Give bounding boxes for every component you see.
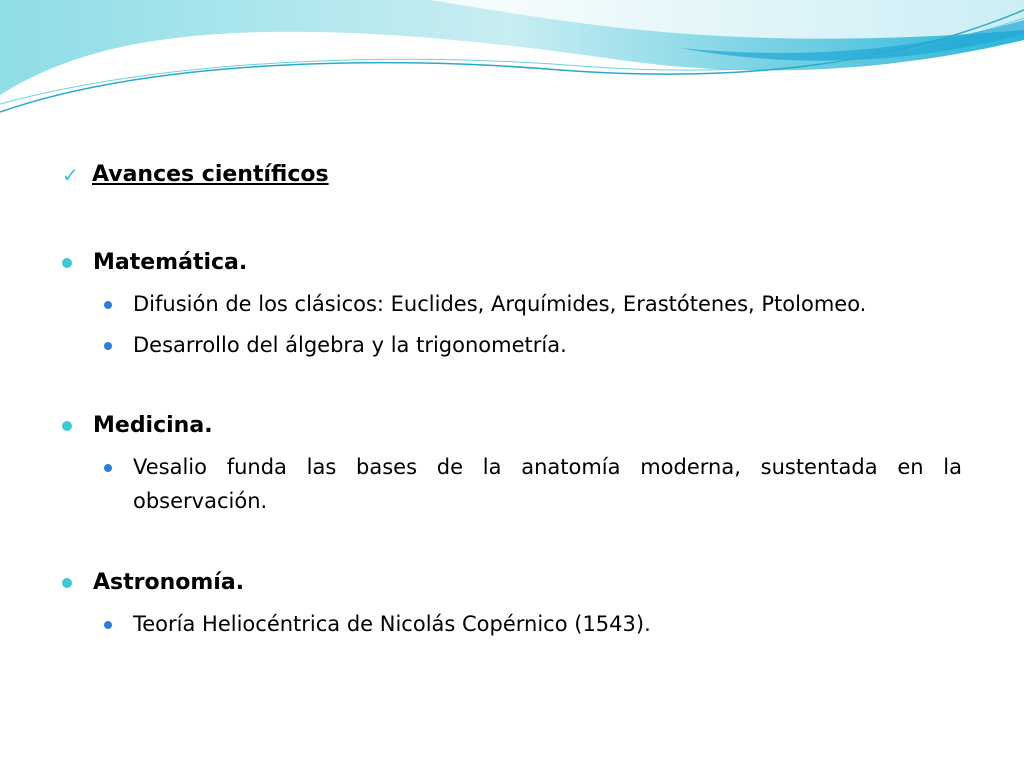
bullet-icon xyxy=(104,301,112,309)
bullet-icon xyxy=(104,464,112,472)
bullet-icon xyxy=(62,258,72,268)
slide-title: Avances científicos xyxy=(92,162,329,187)
section-heading-medicina: Medicina. xyxy=(62,413,213,438)
list-item: Teoría Heliocéntrica de Nicolás Copérnico (1543). xyxy=(104,607,962,641)
bullet-icon xyxy=(62,578,72,588)
list-item: Vesalio funda las bases de la anatomía moderna, sustentada en la observación. xyxy=(104,450,962,518)
section-heading-astronomia: Astronomía. xyxy=(62,570,244,595)
checkmark-icon: ✓ xyxy=(62,162,79,187)
bullet-icon xyxy=(62,421,72,431)
bullet-icon xyxy=(104,342,112,350)
slide-title-row xyxy=(62,162,329,187)
bullet-icon xyxy=(104,621,112,629)
list-item: Desarrollo del álgebra y la trigonometría. xyxy=(104,328,962,362)
section-heading-matematica: Matemática. xyxy=(62,250,247,275)
list-item: Difusión de los clásicos: Euclides, Arquímides, Erastótenes, Ptolomeo. xyxy=(104,287,962,321)
header-wave-decoration xyxy=(0,0,1024,130)
